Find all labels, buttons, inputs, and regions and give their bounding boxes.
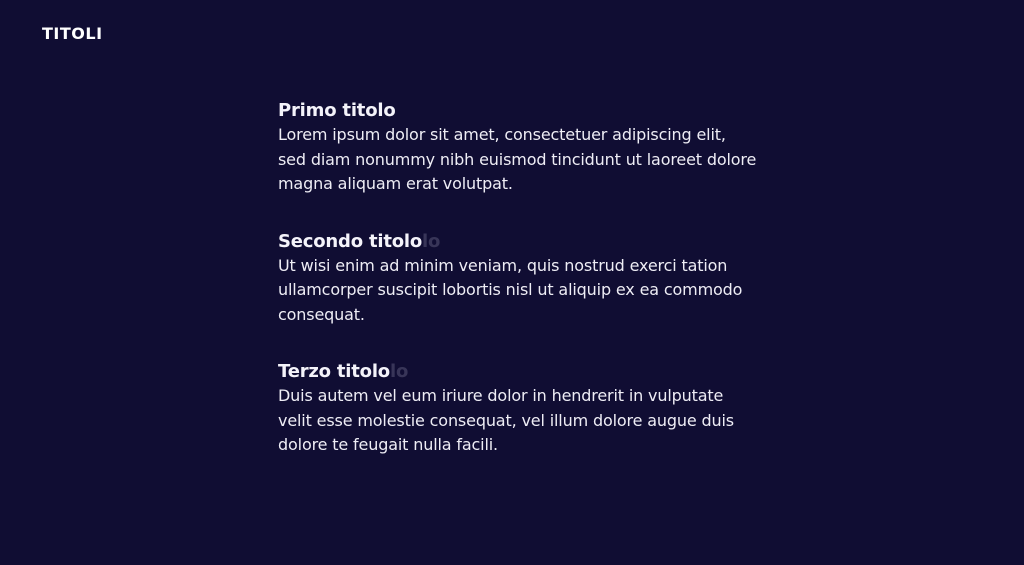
section-primo [278, 99, 758, 197]
logo: TITOLI [42, 24, 103, 43]
section-title-text: Terzo titolo [278, 361, 390, 382]
ghost-text: lo [422, 230, 441, 252]
section-body: Lorem ipsum dolor sit amet, consectetuer adipiscing elit, sed diam nonummy nibh euismod tincidunt ut laoreet dolore magna aliquam erat volutpat. [278, 125, 757, 193]
ghost-text: lo [389, 361, 409, 382]
section-body: Ut wisi enim ad minim veniam, quis nostrud exerci tation ullamcorper suscipit lobortis nisl ut aliquip ex ea commodo consequat. [278, 255, 743, 324]
section-title [278, 360, 758, 384]
section-title [278, 230, 758, 254]
section-secondo [278, 230, 758, 328]
content [278, 99, 758, 491]
section-title-text: Primo titolo [278, 100, 396, 121]
section-terzo [278, 360, 758, 458]
section-title [278, 99, 758, 123]
section-title-text: Secondo titolo [278, 230, 423, 252]
section-body: Duis autem vel eum iriure dolor in hendrerit in vulputate velit esse molestie consequat, vel illum dolore augue duis dolore te feugait nulla facili. [278, 386, 734, 454]
